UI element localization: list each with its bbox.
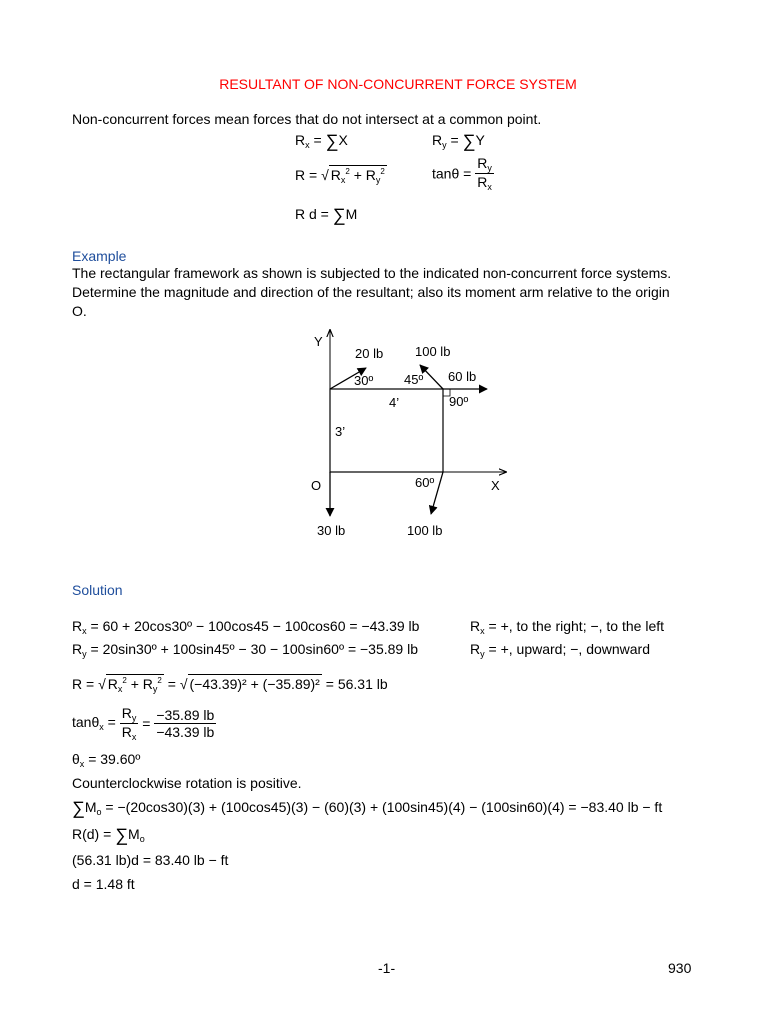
force-100lb-bottom-label: 100 lb	[407, 523, 443, 538]
angle-90-label: 90º	[449, 394, 469, 409]
solution-moment-equation: $\sum M_o = -(20\cos 30)(3) + (100\cos 45)(3) - (60)(3) + (100\sin 45)(4) - (100\sin 60)(4) = -83.40$ lb − ft	[72, 798, 663, 818]
solution-ry-note: $R_y$ = +, upward; −, downward	[470, 641, 651, 659]
page-number: -1-	[378, 960, 396, 976]
solution-d-value: d = 1.48 ft	[72, 876, 135, 892]
formula-ry: $R_y = \sum Y$	[432, 131, 485, 151]
solution-rx-equation: $R_x = 60$ + 20cos30º − 100cos45 − 100cos60 = −43.39 lb	[72, 618, 420, 636]
intro-text: Non-concurrent forces mean forces that do not intersect at a common point.	[72, 111, 542, 127]
formula-r: R = √ $R_x^2 + R_y^2$	[295, 167, 385, 185]
angle-60-label: 60º	[415, 475, 435, 490]
axis-x-label: X	[491, 478, 500, 493]
example-text-line-2: Determine the magnitude and direction of the resultant; also its moment arm relative to the origin	[72, 284, 670, 300]
axis-y-label: Y	[314, 334, 323, 349]
solution-ccw-note: Counterclockwise rotation is positive.	[72, 775, 302, 791]
dimension-3ft-label: 3’	[335, 424, 346, 439]
formula-moment: R d = ∑M	[295, 205, 358, 225]
force-100lb-top-label: 100 lb	[415, 344, 451, 359]
force-60lb-label: 60 lb	[448, 369, 477, 384]
formula-tan: tanθ = $\frac{R_y}{R_x}$	[432, 155, 492, 193]
force-20lb-label: 20 lb	[355, 346, 384, 361]
solution-heading: Solution	[72, 582, 123, 598]
origin-label: O	[311, 478, 322, 493]
angle-30-label: 30º	[354, 373, 374, 388]
solution-rx-note: $R_x$ = +, to the right; −, to the left	[470, 618, 665, 636]
example-heading: Example	[72, 248, 127, 264]
dimension-4ft-label: 4’	[389, 395, 400, 410]
solution-rd-value: (56.31 lb)d = 83.40 lb − ft	[72, 852, 229, 868]
formula-rx: $R_x = \sum X$	[295, 131, 348, 151]
example-text-line-1: The rectangular framework as shown is subjected to the indicated non-concurrent force systems.	[72, 265, 672, 281]
example-text-line-3: O.	[72, 303, 87, 319]
force-30lb-label: 30 lb	[317, 523, 346, 538]
solution-r-equation: R = √ $R_x^2 + R_y^2$ = √ (−43.39)² + (−35.89)² = 56.31 lb	[72, 676, 388, 694]
solution-theta: $\theta_x$ = 39.60º	[72, 751, 141, 769]
document-code: 930	[668, 960, 692, 976]
angle-45-label: 45º	[404, 372, 424, 387]
rectangular-frame	[330, 389, 443, 472]
solution-rd-equation: $R(d) = \sum M_o$	[72, 825, 145, 845]
force-100lb-top-arrow	[420, 365, 443, 389]
solution-tan-equation: tanθ$_x$ = $\frac{R_y}{R_x}$ = $\frac{-35.89 lb}{-43.39 lb}$	[72, 705, 215, 743]
solution-ry-equation: $R_y$ = 20sin30º + 100sin45º − 30 − 100sin60º = −35.89 lb	[72, 641, 419, 659]
page-title: RESULTANT OF NON-CONCURRENT FORCE SYSTEM	[219, 76, 577, 92]
